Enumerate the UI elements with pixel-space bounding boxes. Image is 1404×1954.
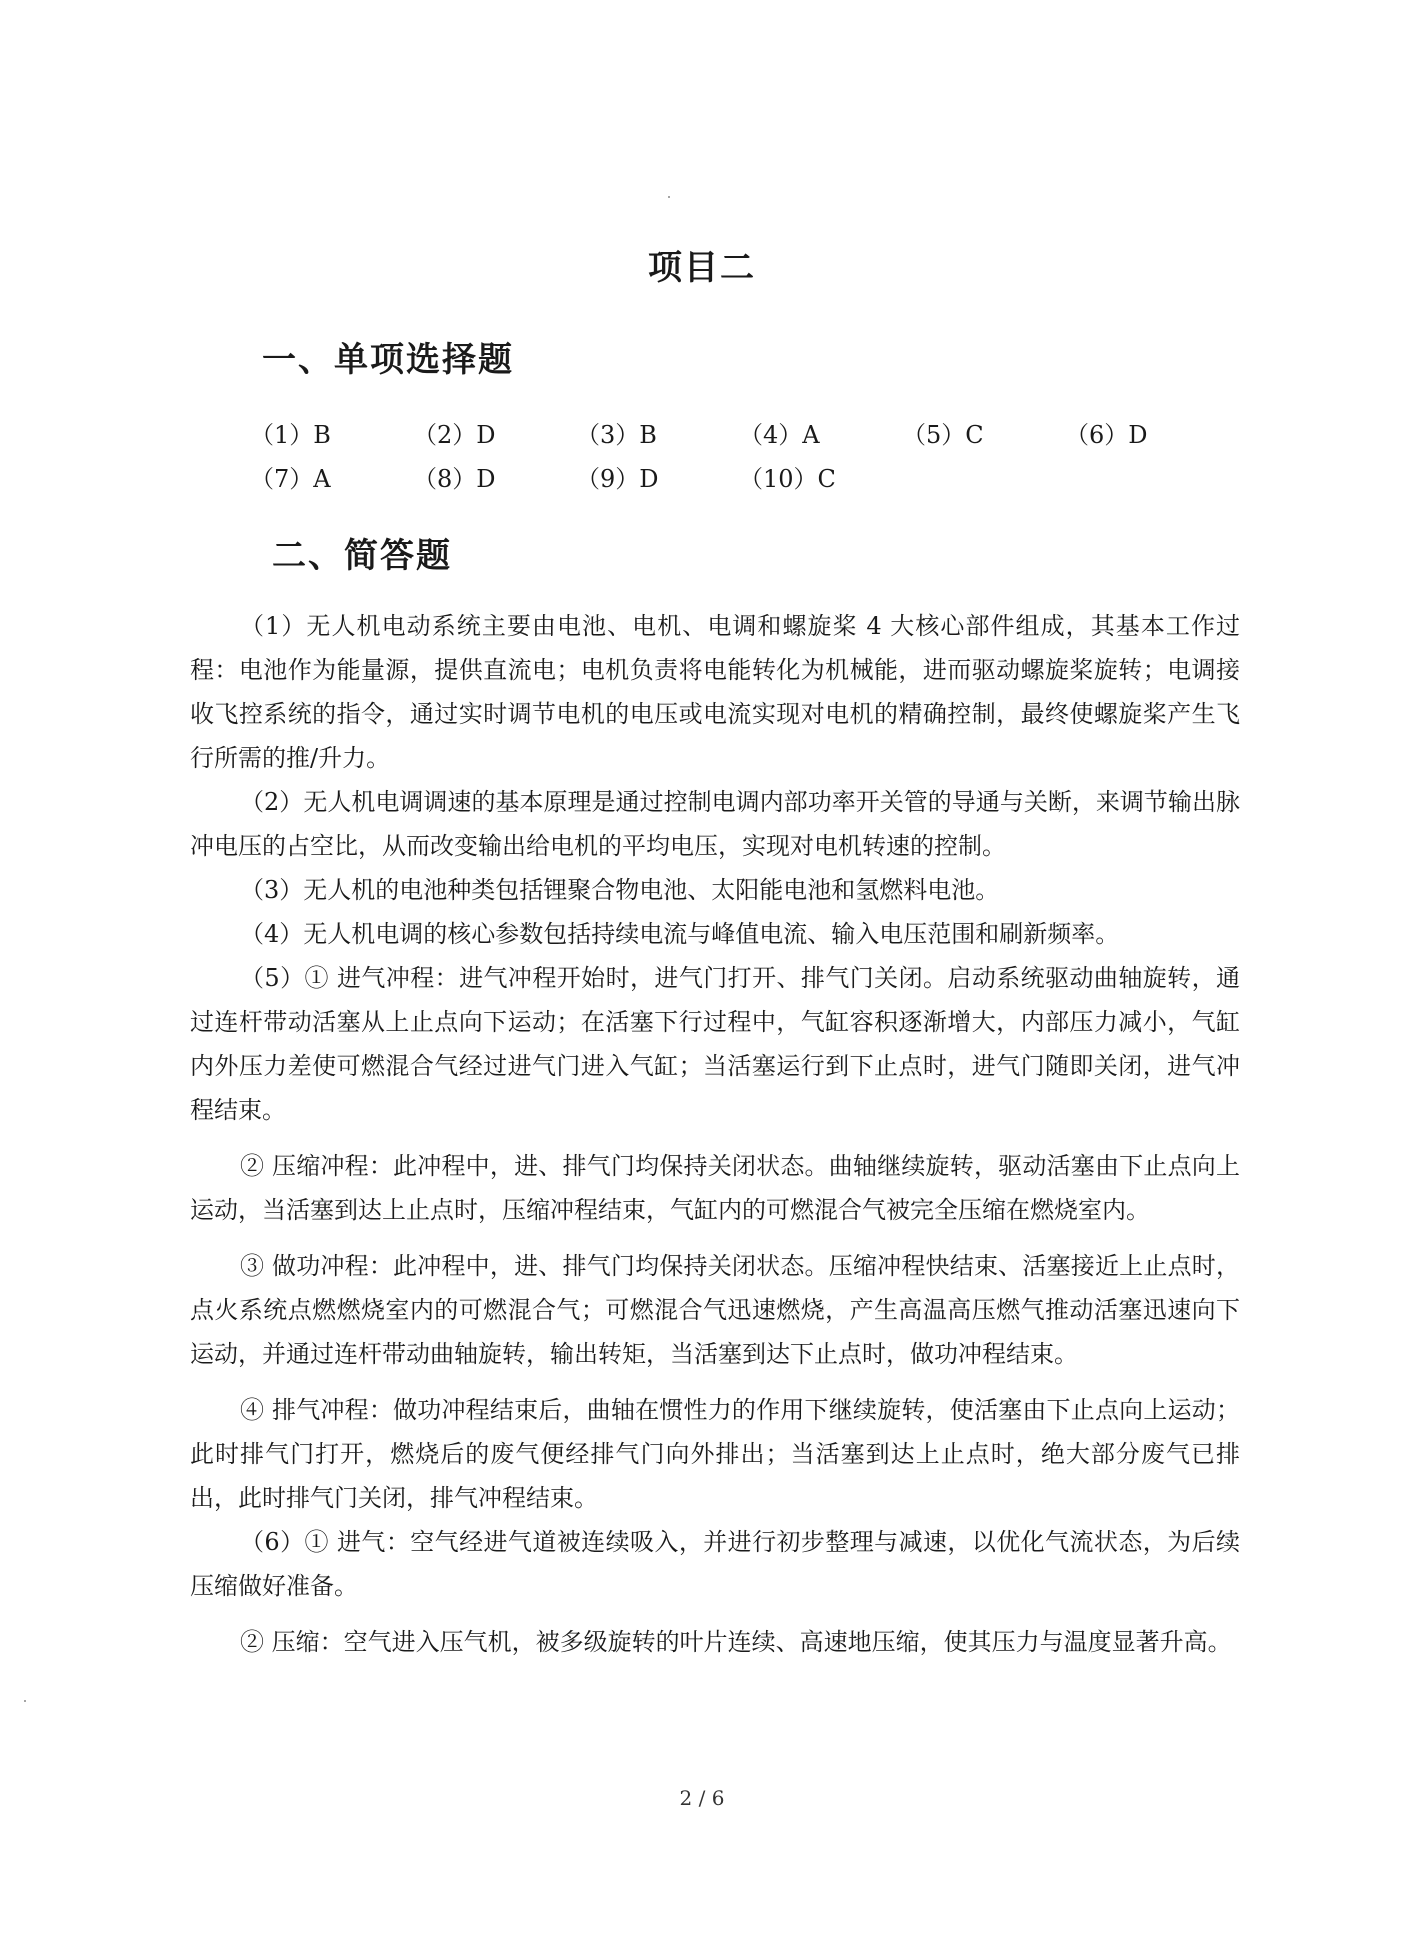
section-heading-short-answer: 二、简答题 bbox=[272, 536, 452, 576]
answer-row bbox=[250, 454, 1250, 498]
answer-item: （5）C bbox=[902, 420, 984, 449]
answer-paragraph: （6）① 进气：空气经进气道被连续吸入，并进行初步整理与减速，以优化气流状态，为后续压缩做好准备。 bbox=[190, 1528, 1240, 1600]
scan-speck bbox=[668, 196, 670, 198]
answer-paragraph: （2）无人机电调调速的基本原理是通过控制电调内部功率开关管的导通与关断，来调节输出脉冲电压的占空比，从而改变输出给电机的平均电压，实现对电机转速的控制。 bbox=[190, 788, 1240, 860]
answer-item: （1）B bbox=[250, 420, 331, 449]
answer-item: （7）A bbox=[250, 464, 331, 493]
answer-paragraph: （4）无人机电调的核心参数包括持续电流与峰值电流、输入电压范围和刷新频率。 bbox=[240, 920, 1120, 948]
answer-paragraph: （1）无人机电动系统主要由电池、电机、电调和螺旋桨 4 大核心部件组成，其基本工作过程：电池作为能量源，提供直流电；电机负责将电能转化为机械能，进而驱动螺旋桨旋转；电调接收飞控系统的指令，通过实时调节电机的电压或电流实现对电机的精确控制，最终使螺旋桨产生飞行所需的推/升力。 bbox=[190, 612, 1240, 772]
page-number: 2 / 6 bbox=[679, 1786, 725, 1810]
answer-item: （6）D bbox=[1065, 420, 1148, 449]
short-answer-body bbox=[190, 604, 1240, 1664]
answer-paragraph: ② 压缩：空气进入压气机，被多级旋转的叶片连续、高速地压缩，使其压力与温度显著升高。 bbox=[240, 1628, 1232, 1656]
scan-speck bbox=[24, 1700, 26, 1702]
answer-paragraph: （5）① 进气冲程：进气冲程开始时，进气门打开、排气门关闭。启动系统驱动曲轴旋转，通过连杆带动活塞从上止点向下运动；在活塞下行过程中，气缸容积逐渐增大，内部压力减小，气缸内外压力差使可燃混合气经过进气门进入气缸；当活塞运行到下止点时，进气门随即关闭，进气冲程结束。 bbox=[190, 964, 1240, 1124]
answer-grid bbox=[250, 410, 1250, 498]
answer-item: （8）D bbox=[413, 464, 496, 493]
answer-paragraph: （3）无人机的电池种类包括锂聚合物电池、太阳能电池和氢燃料电池。 bbox=[240, 876, 1000, 904]
section-heading-single-choice: 一、单项选择题 bbox=[262, 340, 514, 380]
answer-item: （3）B bbox=[576, 420, 657, 449]
answer-item: （10）C bbox=[739, 464, 836, 493]
answer-item: （4）A bbox=[739, 420, 820, 449]
answer-item: （2）D bbox=[413, 420, 496, 449]
answer-paragraph: ④ 排气冲程：做功冲程结束后，曲轴在惯性力的作用下继续旋转，使活塞由下止点向上运动；此时排气门打开，燃烧后的废气便经排气门向外排出；当活塞到达上止点时，绝大部分废气已排出，此时排气门关闭，排气冲程结束。 bbox=[190, 1396, 1240, 1512]
answer-paragraph: ③ 做功冲程：此冲程中，进、排气门均保持关闭状态。压缩冲程快结束、活塞接近上止点时，点火系统点燃燃烧室内的可燃混合气；可燃混合气迅速燃烧，产生高温高压燃气推动活塞迅速向下运动，并通过连杆带动曲轴旋转，输出转矩，当活塞到达下止点时，做功冲程结束。 bbox=[190, 1252, 1240, 1368]
answer-paragraph: ② 压缩冲程：此冲程中，进、排气门均保持关闭状态。曲轴继续旋转，驱动活塞由下止点向上运动，当活塞到达上止点时，压缩冲程结束，气缸内的可燃混合气被完全压缩在燃烧室内。 bbox=[190, 1152, 1240, 1224]
answer-item: （9）D bbox=[576, 464, 659, 493]
answer-row bbox=[250, 410, 1250, 454]
page-title: 项目二 bbox=[648, 248, 756, 288]
